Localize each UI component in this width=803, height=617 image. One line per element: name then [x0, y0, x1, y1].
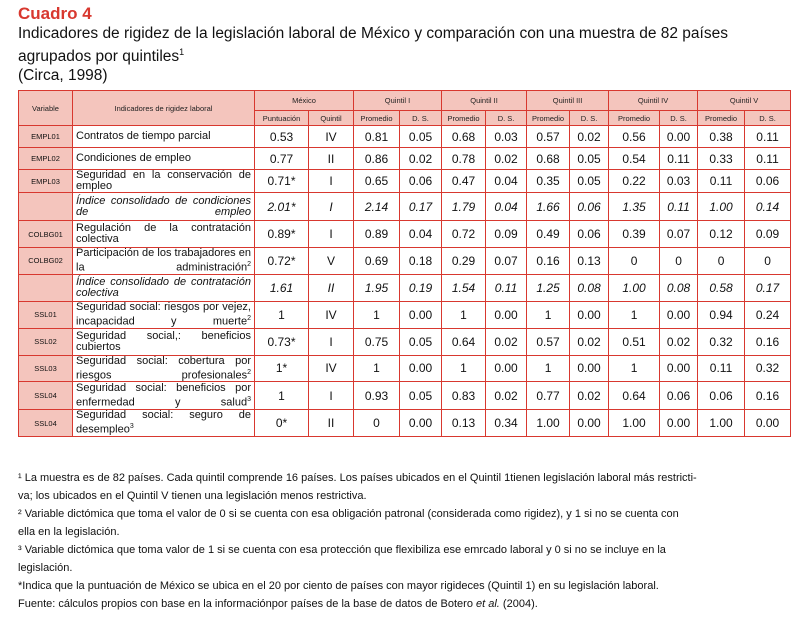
mexico-score: 0.89*: [255, 221, 309, 248]
indicator-label: Seguridad social: seguro de desempleo$^3$: [73, 410, 255, 437]
header-mexico: México: [255, 91, 354, 111]
variable-code: SSL04: [19, 410, 73, 437]
quintil-sd: 0.09: [486, 221, 527, 248]
footnote-mark: 3: [129, 423, 134, 431]
quintil-mean: 0.32: [698, 328, 745, 355]
quintil-sd: 0.16: [745, 328, 791, 355]
quintil-sd: 0.32: [745, 355, 791, 382]
table-row: [19, 193, 791, 221]
table-row: [19, 355, 791, 382]
indicator-label: Índice consolidado de contratación colectiva: [73, 274, 255, 301]
quintil-mean: 0.58: [698, 274, 745, 301]
quintil-mean: 0.57: [527, 328, 570, 355]
variable-code: SSL02: [19, 328, 73, 355]
quintil-sd: 0.11: [745, 126, 791, 148]
rigidity-table: [18, 90, 791, 437]
quintil-sd: 0.04: [400, 221, 442, 248]
footnote-mark: 2: [247, 314, 251, 322]
header-quintil-1: Quintil I: [354, 91, 442, 111]
quintil-sd: 0.02: [486, 148, 527, 170]
quintil-sd: 0.17: [400, 193, 442, 221]
table-row: [19, 126, 791, 148]
table-row: [19, 382, 791, 410]
quintil-sd: 0.05: [570, 170, 609, 193]
mexico-quintil: IV: [309, 301, 354, 328]
quintil-mean: 0.29: [442, 248, 486, 275]
quintil-sd: 0.07: [486, 248, 527, 275]
quintil-mean: 0.11: [698, 170, 745, 193]
header-quintil-2: Quintil II: [442, 91, 527, 111]
quintil-mean: 0.16: [527, 248, 570, 275]
mexico-quintil: II: [309, 410, 354, 437]
quintil-mean: 1.79: [442, 193, 486, 221]
mexico-quintil: IV: [309, 355, 354, 382]
quintil-sd: 0.00: [400, 301, 442, 328]
variable-code: [19, 193, 73, 221]
quintil-mean: 1: [609, 301, 660, 328]
quintil-mean: 1.00: [698, 410, 745, 437]
mexico-score: 0*: [255, 410, 309, 437]
footnote-1-cont: va; los ubicados en el Quintil V tienen una legislación menos restrictiva.: [18, 490, 367, 502]
quintil-mean: 0: [698, 248, 745, 275]
table-row: [19, 148, 791, 170]
quintil-sd: 0.05: [570, 148, 609, 170]
quintil-sd: 0.14: [745, 193, 791, 221]
table-title: Indicadores de rigidez de la legislación laboral de México y comparación con una muestra de 82 países agrupados por quintiles$^1$: [18, 25, 728, 66]
quintil-mean: 1.25: [527, 274, 570, 301]
header: [18, 4, 798, 85]
quintil-mean: 0.12: [698, 221, 745, 248]
quintil-sd: 0.05: [400, 382, 442, 410]
quintil-sd: 0.18: [400, 248, 442, 275]
subheader-puntuacion: Puntuación: [255, 111, 309, 126]
footnotes: [18, 469, 788, 613]
quintil-mean: 0.86: [354, 148, 400, 170]
quintil-mean: 1.35: [609, 193, 660, 221]
quintil-mean: 0: [354, 410, 400, 437]
quintil-sd: 0.00: [570, 355, 609, 382]
quintil-mean: 0.93: [354, 382, 400, 410]
quintil-sd: 0.11: [660, 148, 698, 170]
quintil-sd: 0.03: [486, 126, 527, 148]
quintil-mean: 0.77: [527, 382, 570, 410]
quintil-mean: 0.35: [527, 170, 570, 193]
quintil-mean: 0.81: [354, 126, 400, 148]
quintil-sd: 0.00: [400, 355, 442, 382]
quintil-sd: 0.00: [660, 301, 698, 328]
quintil-sd: 0.00: [745, 410, 791, 437]
quintil-mean: 0.64: [442, 328, 486, 355]
subheader-ds: D. S.: [486, 111, 527, 126]
quintil-mean: 0.54: [609, 148, 660, 170]
subheader-ds: D. S.: [400, 111, 442, 126]
quintil-sd: 0.07: [660, 221, 698, 248]
header-quintil-3: Quintil III: [527, 91, 609, 111]
quintil-mean: 0.94: [698, 301, 745, 328]
footnote-2: ² Variable dictómica que toma el valor de 0 si se cuenta con esa obligación patronal (considerada como rigidez), y 1 si no se cuenta con: [18, 508, 679, 520]
table-row: [19, 248, 791, 275]
quintil-mean: 0.78: [442, 148, 486, 170]
table-period: (Circa, 1998): [18, 67, 108, 85]
quintil-sd: 0.06: [570, 193, 609, 221]
quintil-mean: 0.75: [354, 328, 400, 355]
footnote-mark: 2: [247, 368, 251, 376]
subheader-promedio: Promedio: [442, 111, 486, 126]
quintil-sd: 0.19: [400, 274, 442, 301]
footnote-3: ³ Variable dictómica que toma valor de 1 si se cuenta con esa protección que flexibiliza ese emrcado laboral y 0 si no se incluye en la: [18, 544, 666, 556]
quintil-sd: 0.16: [745, 382, 791, 410]
quintil-sd: 0: [660, 248, 698, 275]
mexico-quintil: I: [309, 382, 354, 410]
variable-code: EMPL02: [19, 148, 73, 170]
quintil-sd: 0.11: [745, 148, 791, 170]
variable-code: SSL01: [19, 301, 73, 328]
subheader-ds: D. S.: [745, 111, 791, 126]
quintil-sd: 0.08: [660, 274, 698, 301]
subheader-promedio: Promedio: [354, 111, 400, 126]
quintil-mean: 0.38: [698, 126, 745, 148]
quintil-sd: 0.06: [745, 170, 791, 193]
quintil-sd: 0.00: [486, 301, 527, 328]
quintil-sd: 0.04: [486, 193, 527, 221]
indicator-label: Seguridad social,: beneficios cubiertos: [73, 328, 255, 355]
quintil-sd: 0.04: [486, 170, 527, 193]
table-row: [19, 221, 791, 248]
quintil-mean: 1: [609, 355, 660, 382]
subheader-promedio: Promedio: [698, 111, 745, 126]
subheader-promedio: Promedio: [527, 111, 570, 126]
quintil-mean: 0.64: [609, 382, 660, 410]
quintil-mean: 0.68: [442, 126, 486, 148]
quintil-sd: 0.00: [570, 410, 609, 437]
indicator-label: Seguridad social: beneficios por enfermedad y salud$^3$: [73, 382, 255, 410]
quintil-sd: 0.06: [660, 382, 698, 410]
quintil-sd: 0.34: [486, 410, 527, 437]
quintil-mean: 1.54: [442, 274, 486, 301]
mexico-quintil: I: [309, 193, 354, 221]
footnote-asterisk: *Indica que la puntuación de México se ubica en el 20 por ciento de países con mayor rigideces (Quintil 1) en su legislación laboral.: [18, 580, 659, 592]
indicator-label: Seguridad en la conservación de empleo: [73, 170, 255, 193]
table-row: [19, 328, 791, 355]
header-quintil-5: Quintil V: [698, 91, 791, 111]
mexico-quintil: I: [309, 170, 354, 193]
table-label: Cuadro 4: [18, 4, 92, 23]
quintil-mean: 2.14: [354, 193, 400, 221]
indicator-label: Regulación de la contratación colectiva: [73, 221, 255, 248]
quintil-mean: 1: [442, 355, 486, 382]
quintil-mean: 0.89: [354, 221, 400, 248]
quintil-sd: 0.02: [570, 328, 609, 355]
mexico-score: 1.61: [255, 274, 309, 301]
table-row: [19, 410, 791, 437]
quintil-mean: 0.49: [527, 221, 570, 248]
mexico-quintil: II: [309, 148, 354, 170]
subheader-ds: D. S.: [660, 111, 698, 126]
quintil-mean: 0.47: [442, 170, 486, 193]
indicator-label: Condiciones de empleo: [73, 148, 255, 170]
quintil-mean: 0.69: [354, 248, 400, 275]
quintil-mean: 1: [354, 355, 400, 382]
quintil-sd: 0.06: [400, 170, 442, 193]
quintil-sd: 0.02: [400, 148, 442, 170]
indicator-label: Contratos de tiempo parcial: [73, 126, 255, 148]
mexico-score: 0.77: [255, 148, 309, 170]
variable-code: EMPL03: [19, 170, 73, 193]
quintil-sd: 0.05: [400, 328, 442, 355]
quintil-sd: 0.17: [745, 274, 791, 301]
quintil-mean: 1: [354, 301, 400, 328]
quintil-sd: 0.02: [660, 328, 698, 355]
quintil-mean: 0.72: [442, 221, 486, 248]
quintil-mean: 0.13: [442, 410, 486, 437]
source-note: Fuente: cálculos propios con base en la informaciónpor países de la base de datos de Botero et al. (2004).: [18, 598, 538, 610]
quintil-sd: 0: [745, 248, 791, 275]
variable-code: EMPL01: [19, 126, 73, 148]
quintil-sd: 0.03: [660, 170, 698, 193]
variable-code: COLBG01: [19, 221, 73, 248]
quintil-sd: 0.00: [570, 301, 609, 328]
variable-code: [19, 274, 73, 301]
mexico-score: 2.01*: [255, 193, 309, 221]
quintil-sd: 0.24: [745, 301, 791, 328]
quintil-mean: 1: [527, 355, 570, 382]
quintil-mean: 1.66: [527, 193, 570, 221]
footnote-mark: 3: [247, 395, 251, 403]
variable-code: SSL03: [19, 355, 73, 382]
mexico-score: 1: [255, 301, 309, 328]
footnote-1: ¹ La muestra es de 82 países. Cada quintil comprende 16 países. Los países ubicados en el Quintil 1tienen legislación laboral más restricti-: [18, 472, 697, 484]
indicator-label: Índice consolidado de condiciones de empleo: [73, 193, 255, 221]
quintil-mean: 0.22: [609, 170, 660, 193]
quintil-mean: 1: [442, 301, 486, 328]
quintil-sd: 0.05: [400, 126, 442, 148]
quintil-mean: 1: [527, 301, 570, 328]
mexico-score: 0.71*: [255, 170, 309, 193]
quintil-mean: 0.65: [354, 170, 400, 193]
header-variable: Variable: [19, 91, 73, 126]
mexico-quintil: II: [309, 274, 354, 301]
quintil-mean: 0.83: [442, 382, 486, 410]
mexico-score: 0.72*: [255, 248, 309, 275]
quintil-mean: 0: [609, 248, 660, 275]
table-row: [19, 170, 791, 193]
table-row: [19, 301, 791, 328]
quintil-mean: 0.51: [609, 328, 660, 355]
mexico-score: 1: [255, 382, 309, 410]
quintil-mean: 1.00: [609, 410, 660, 437]
quintil-sd: 0.00: [660, 410, 698, 437]
quintil-sd: 0.09: [745, 221, 791, 248]
footnote-mark: 2: [247, 261, 251, 268]
quintil-sd: 0.00: [660, 355, 698, 382]
quintil-mean: 0.33: [698, 148, 745, 170]
subheader-ds: D. S.: [570, 111, 609, 126]
quintil-sd: 0.02: [486, 382, 527, 410]
quintil-mean: 1.00: [527, 410, 570, 437]
quintil-sd: 0.00: [660, 126, 698, 148]
quintil-mean: 0.57: [527, 126, 570, 148]
mexico-score: 0.73*: [255, 328, 309, 355]
quintil-mean: 1.00: [609, 274, 660, 301]
quintil-sd: 0.00: [400, 410, 442, 437]
quintil-sd: 0.08: [570, 274, 609, 301]
quintil-sd: 0.02: [570, 126, 609, 148]
header-quintil-4: Quintil IV: [609, 91, 698, 111]
header-indicator: Indicadores de rigidez laboral: [73, 91, 255, 126]
variable-code: COLBG02: [19, 248, 73, 275]
quintil-mean: 0.39: [609, 221, 660, 248]
title-footnote-mark: 1: [179, 47, 185, 57]
quintil-mean: 0.11: [698, 355, 745, 382]
quintil-sd: 0.06: [570, 221, 609, 248]
subheader-quintil: Quintil: [309, 111, 354, 126]
quintil-mean: 0.06: [698, 382, 745, 410]
footnote-3-cont: legislación.: [18, 562, 73, 574]
mexico-quintil: I: [309, 221, 354, 248]
table-row: [19, 274, 791, 301]
quintil-mean: 0.56: [609, 126, 660, 148]
quintil-sd: 0.02: [570, 382, 609, 410]
quintil-sd: 0.11: [486, 274, 527, 301]
indicator-label: Participación de los trabajadores en la administración$^2$: [73, 248, 255, 275]
footnote-2-cont: ella en la legislación.: [18, 526, 120, 538]
subheader-promedio: Promedio: [609, 111, 660, 126]
quintil-sd: 0.00: [486, 355, 527, 382]
variable-code: SSL04: [19, 382, 73, 410]
quintil-sd: 0.13: [570, 248, 609, 275]
mexico-quintil: IV: [309, 126, 354, 148]
indicator-label: Seguridad social: riesgos por vejez, incapacidad y muerte$^2$: [73, 301, 255, 328]
quintil-sd: 0.11: [660, 193, 698, 221]
quintil-sd: 0.02: [486, 328, 527, 355]
mexico-score: 1*: [255, 355, 309, 382]
quintil-mean: 0.68: [527, 148, 570, 170]
mexico-quintil: V: [309, 248, 354, 275]
mexico-quintil: I: [309, 328, 354, 355]
indicator-label: Seguridad social: cobertura por riesgos profesionales$^2$: [73, 355, 255, 382]
quintil-mean: 1.00: [698, 193, 745, 221]
quintil-mean: 1.95: [354, 274, 400, 301]
mexico-score: 0.53: [255, 126, 309, 148]
